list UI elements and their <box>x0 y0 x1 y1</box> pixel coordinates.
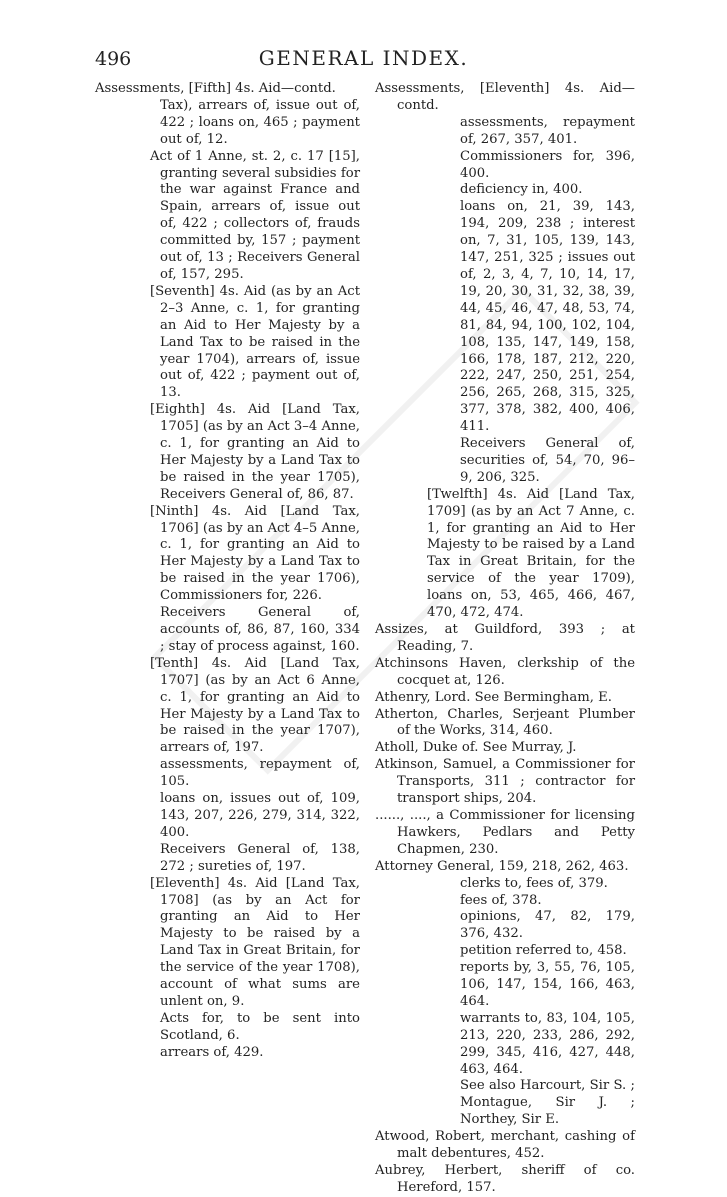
index-entry: Act of 1 Anne, st. 2, c. 17 [15], granting several subsidies for the war against France and Spain, arrears of, issue out of, 422 ; collectors of, frauds committed by, 157 ; payment out of, 13 ; Receivers General of, 157, 295. <box>150 148 360 282</box>
index-entry: reports by, 3, 55, 76, 105, 106, 147, 154, 166, 463, 464. <box>460 960 635 1009</box>
index-entry: [Eleventh] 4s. Aid [Land Tax, 1708] (as by an Act for granting an Aid to Her Majesty to be raised by a Land Tax in Great Britain, for the service of the year 1708), account of what sums are unlent on, 9. <box>150 875 360 1009</box>
index-entry: arrears of, 429. <box>160 1044 264 1060</box>
index-entry: Atholl, Duke of. See Murray, J. <box>375 740 577 756</box>
left-column <box>95 81 360 1062</box>
index-entry: Assessments, [Fifth] 4s. Aid—contd. <box>95 81 336 96</box>
index-entry: assessments, repayment of, 267, 357, 401. <box>460 114 635 147</box>
index-entry: Receivers General of, securities of, 54, 70, 96–9, 206, 325. <box>460 436 635 485</box>
index-entry: loans on, 21, 39, 143, 194, 209, 238 ; interest on, 7, 31, 105, 139, 143, 147, 251, 325 ; issues out of, 2, 3, 4, 7, 10, 14, 17, 19, 20, 30, 31, 32, 38, 39, 44, 45, 46, 47, 48, 53, 74, 81, 84, 94, 100, 102, 104, 108, 135, 147, 149, 158, 166, 178, 187, 212, 220, 222, 247, 250, 251, 254, 256, 265, 268, 315, 325, 377, 378, 382, 400, 406, 411. <box>460 199 635 435</box>
index-entry: Assizes, at Guildford, 393 ; at Reading, 7. <box>375 622 635 654</box>
index-entry: assessments, repayment of, 105. <box>160 757 360 790</box>
page-number: 496 <box>95 48 132 70</box>
index-entry: Atkinson, Samuel, a Commissioner for Transports, 311 ; contractor for transport ships, 204. <box>375 757 635 807</box>
index-entry: Athenry, Lord. See Bermingham, E. <box>375 689 612 705</box>
index-entry: Receivers General of, 138, 272 ; sureties of, 197. <box>160 841 360 874</box>
index-entry: Attorney General, 159, 218, 262, 463. <box>375 858 629 874</box>
index-entry: [Seventh] 4s. Aid (as by an Act 2–3 Anne, c. 1, for granting an Aid to Her Majesty by a Land Tax to be raised in the year 1704), arrears of, issue out of, 422 ; payment out of, 13. <box>150 283 360 401</box>
running-head: GENERAL INDEX. <box>258 46 469 70</box>
index-entry: [Ninth] 4s. Aid [Land Tax, 1706] (as by an Act 4–5 Anne, c. 1, for granting an Aid to Her Majesty by a Land Tax to be raised in the year 1706), Commissioners for, 226. <box>150 503 360 604</box>
index-entry: loans on, issues out of, 109, 143, 207, 226, 279, 314, 322, 400. <box>160 791 360 840</box>
index-entry: ......, ...., a Commissioner for licensing Hawkers, Pedlars and Petty Chapmen, 230. <box>375 807 635 857</box>
index-entry: Receivers General of, accounts of, 86, 87, 160, 334 ; stay of process against, 160. <box>160 605 360 654</box>
index-entry: [Eighth] 4s. Aid [Land Tax, 1705] (as by an Act 3–4 Anne, c. 1, for granting an Aid to Her Majesty by a Land Tax to be raised in the year 1705), Receivers General of, 86, 87. <box>150 402 360 502</box>
index-entry: [Twelfth] 4s. Aid [Land Tax, 1709] (as by an Act 7 Anne, c. 1, for granting an Aid to Her Majesty to be raised by a Land Tax in Great Britain, for the service of the year 1709), loans on, 53, 465, 466, 467, 470, 472, 474. <box>427 486 635 621</box>
index-entry: warrants to, 83, 104, 105, 213, 220, 233, 286, 292, 299, 345, 416, 427, 448, 463, 464. <box>460 1010 635 1077</box>
index-entry: clerks to, fees of, 379. <box>460 875 608 891</box>
index-entry: Atherton, Charles, Serjeant Plumber of the Works, 314, 460. <box>375 706 635 739</box>
index-entry: deficiency in, 400. <box>460 182 583 198</box>
index-entry: Atchinsons Haven, clerkship of the cocquet at, 126. <box>375 655 635 688</box>
index-entry: Tax), arrears of, issue out of, 422 ; loans on, 465 ; payment out of, 12. <box>160 97 360 147</box>
index-entry: fees of, 378. <box>460 892 542 908</box>
index-entry: See also Harcourt, Sir S. ; Montague, Sir J. ; Northey, Sir E. <box>460 1078 635 1128</box>
index-entry: opinions, 47, 82, 179, 376, 432. <box>460 909 635 942</box>
index-entry: Acts for, to be sent into Scotland, 6. <box>160 1010 360 1043</box>
index-entry: Aubrey, Herbert, sheriff of co. Hereford, 157. <box>375 1163 635 1195</box>
index-entry: Assessments, [Eleventh] 4s. Aid—contd. <box>375 81 635 113</box>
index-entry: Commissioners for, 396, 400. <box>460 148 635 181</box>
index-entry: [Tenth] 4s. Aid [Land Tax, 1707] (as by an Act 6 Anne, c. 1, for granting an Aid to Her Majesty by a Land Tax to be raised in the year 1707), arrears of, 197. <box>150 655 360 756</box>
right-column <box>375 81 635 1197</box>
index-entry: Atwood, Robert, merchant, cashing of malt debentures, 452. <box>375 1129 635 1162</box>
index-entry: petition referred to, 458. <box>460 943 627 959</box>
